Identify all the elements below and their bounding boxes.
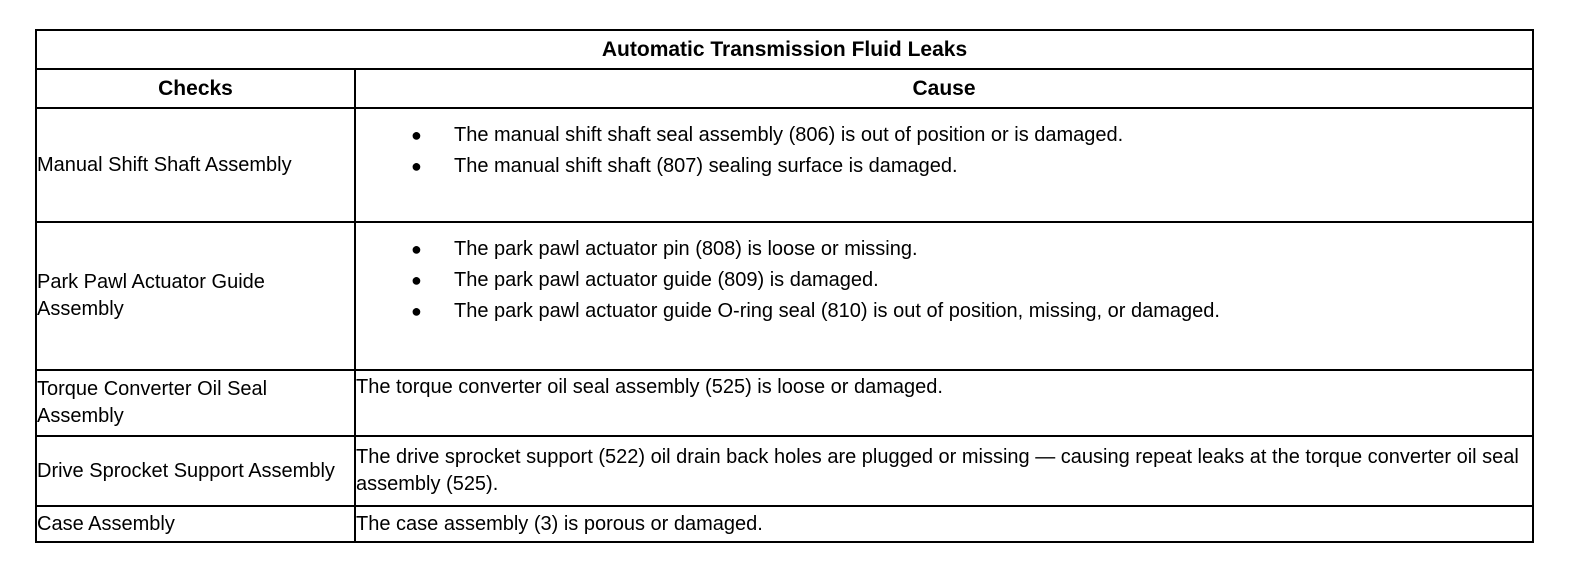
bullet-icon: ● (411, 301, 422, 321)
table-row (36, 370, 1533, 436)
bullet-icon: ● (411, 125, 422, 145)
cause-list (356, 109, 1532, 182)
fluid-leaks-table (35, 29, 1534, 543)
cause-column-header: Cause (355, 69, 1533, 108)
checks-column-header: Checks (36, 69, 355, 108)
cause-cell: The case assembly (3) is porous or damaged. (355, 506, 1533, 542)
cause-text: The manual shift shaft seal assembly (806) is out of position or is damaged. (454, 124, 1124, 146)
cause-list-item (356, 120, 1532, 151)
cause-text: The park pawl actuator guide O-ring seal (810) is out of position, missing, or damaged. (454, 300, 1220, 322)
check-cell: Manual Shift Shaft Assembly (36, 108, 355, 222)
table-header-row (36, 69, 1533, 108)
table-title-row (36, 30, 1533, 69)
check-cell: Park Pawl Actuator Guide Assembly (36, 222, 355, 370)
bullet-icon: ● (411, 156, 422, 176)
table-row (36, 436, 1533, 506)
cause-list-item (356, 151, 1532, 182)
check-cell: Case Assembly (36, 506, 355, 542)
cause-text: The torque converter oil seal assembly (525) is loose or damaged. (356, 376, 943, 398)
bullet-icon: ● (411, 270, 422, 290)
table-row (36, 108, 1533, 222)
bullet-icon: ● (411, 239, 422, 259)
cause-cell (355, 222, 1533, 370)
table-title: Automatic Transmission Fluid Leaks (36, 30, 1533, 69)
cause-cell (355, 108, 1533, 222)
cause-list (356, 223, 1532, 327)
cause-cell (355, 370, 1533, 436)
table-row (36, 506, 1533, 542)
cause-text: The park pawl actuator guide (809) is damaged. (454, 269, 879, 291)
cause-text: The park pawl actuator pin (808) is loose or missing. (454, 238, 918, 260)
cause-list-item (356, 234, 1532, 265)
check-cell: Drive Sprocket Support Assembly (36, 436, 355, 506)
cause-list-item (356, 265, 1532, 296)
check-cell: Torque Converter Oil Seal Assembly (36, 370, 355, 436)
cause-text: The manual shift shaft (807) sealing surface is damaged. (454, 155, 958, 177)
cause-list-item (356, 296, 1532, 327)
table-row (36, 222, 1533, 370)
cause-cell: The drive sprocket support (522) oil drain back holes are plugged or missing — causing repeat leaks at the torque converter oil seal assembly (525). (355, 436, 1533, 506)
